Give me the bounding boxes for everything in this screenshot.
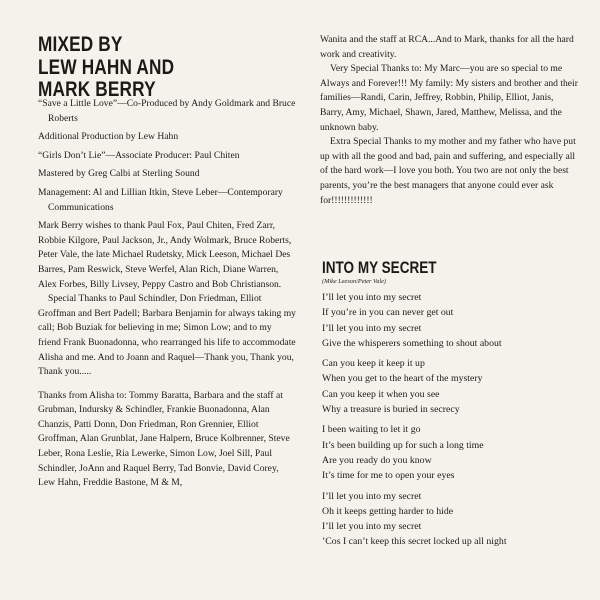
lyric-line: I’ll let you into my secret	[322, 490, 422, 502]
lyric-verse	[322, 356, 507, 417]
heading-line: MIXED BY	[38, 33, 123, 56]
heading-line: LEW HAHN AND	[38, 55, 175, 79]
mark-berry-special-thanks: Special Thanks to Paul Schindler, Don Friedman, Elliot Groffman and Bert Padell; Barbara Benjamin for always taking my call; Bob Buziak for believing in me; Simon Low; and to my friend Frank Buonadonna, who rearranged his life to accommodate Alisha and me. And to Joann and Raquel—Thank you, Thank you, Thank you.....	[38, 293, 296, 378]
mixed-by-heading	[38, 34, 174, 102]
lyric-line: I’ll let you into my secret	[322, 322, 422, 334]
lyrics	[322, 290, 507, 550]
alisha-thanks: Thanks from Alisha to: Tommy Baratta, Barbara and the staff at Grubman, Indursky & Schindler, Frankie Buonadonna, Alan Chanzis, Patti Donn, Don Friedman, Ron Grennier, Elliot Groffman, Alan Grunblat, Jane Halpern, Bruce Kolbrenner, Steve Leber, Rona Leslie, Ria Lewerke, Simon Low, Joel Sill, Paul Schindler, JoAnn and Raquel Berry, Tad Bonvie, David Corey, Lew Hahn, Freddie Bastone, M & M,	[38, 389, 290, 489]
right-column	[320, 33, 578, 208]
lyric-line: When you get to the heart of the mystery	[322, 373, 483, 385]
song-title: INTO MY SECRET	[322, 259, 437, 277]
lyric-verse	[322, 489, 507, 550]
lyric-line: Are you ready do you know	[322, 454, 432, 466]
lyric-line: ’Cos I can’t keep this secret locked up all night	[322, 536, 507, 548]
credit-girls-dont-lie: “Girls Don’t Lie”—Associate Producer: Paul Chiten	[38, 149, 240, 161]
very-special-thanks: Very Special Thanks to: My Marc—you are so special to me Always and Forever!!! My family: My sisters and brother and their families—Randi, Carin, Jeffrey, Robbin, Philip, Elliot, Janis, Barry, Amy, Michael, Shawn, Jared, Matthew, Melissa, and the unknown baby.	[320, 63, 578, 133]
lyric-verse	[322, 290, 507, 351]
credit-additional-production: Additional Production by Lew Hahn	[38, 131, 179, 143]
credit-management: Management: Al and Lillian Itkin, Steve Leber—Contemporary Communications	[38, 186, 283, 213]
heading-line: MARK BERRY	[38, 78, 156, 101]
lyric-line: Can you keep it when you see	[322, 388, 440, 400]
lyric-line: Oh it keeps getting harder to hide	[322, 505, 454, 517]
lyric-line: Why a treasure is buried in secrecy	[322, 404, 460, 416]
credit-mastering: Mastered by Greg Calbi at Sterling Sound	[38, 168, 200, 180]
lyric-line: Give the whisperers something to shout about	[322, 337, 502, 349]
lyric-line: It’s been building up for such a long time	[322, 439, 484, 451]
credit-save-a-little-love: “Save a Little Love”—Co-Produced by Andy Goldmark and Bruce Roberts	[38, 98, 296, 124]
lyric-verse	[322, 422, 507, 483]
mark-berry-thanks: Mark Berry wishes to thank Paul Fox, Paul Chiten, Fred Zarr, Robbie Kilgore, Paul Jackson, Jr., Andy Wolmark, Bruce Roberts, Peter Vale, the late Michael Rudetsky, Mick Leeson, Michael Des Barres, Pam Reswick, Steve Werfel, Alan Rich, Diane Warren, Alex Forbes, Billy Livsey, Peppy Castro and Bob Christianson.	[38, 220, 292, 290]
song-writers-credit: (Mike Leeson/Peter Vale)	[322, 278, 386, 285]
left-column	[38, 97, 296, 491]
lyric-line: I been waiting to let it go	[322, 424, 421, 436]
alisha-thanks-continued: Wanita and the staff at RCA...And to Mark, thanks for all the hard work and creativity.	[320, 34, 574, 60]
lyric-line: I’ll let you into my secret	[322, 521, 422, 533]
lyric-line: It’s time for me to open your eyes	[322, 470, 455, 482]
lyric-line: Can you keep it keep it up	[322, 358, 425, 370]
lyric-line: I’ll let you into my secret	[322, 292, 422, 303]
extra-special-thanks: Extra Special Thanks to my mother and my father who have put up with all the good and bad, pain and suffering, and especially all of the hard work—I love you both. You two are not only the best parents, you’re the best managers that anyone could ever ask for!!!!!!!!!!!!!	[320, 136, 576, 206]
lyric-line: If you’re in you can never get out	[322, 307, 454, 319]
